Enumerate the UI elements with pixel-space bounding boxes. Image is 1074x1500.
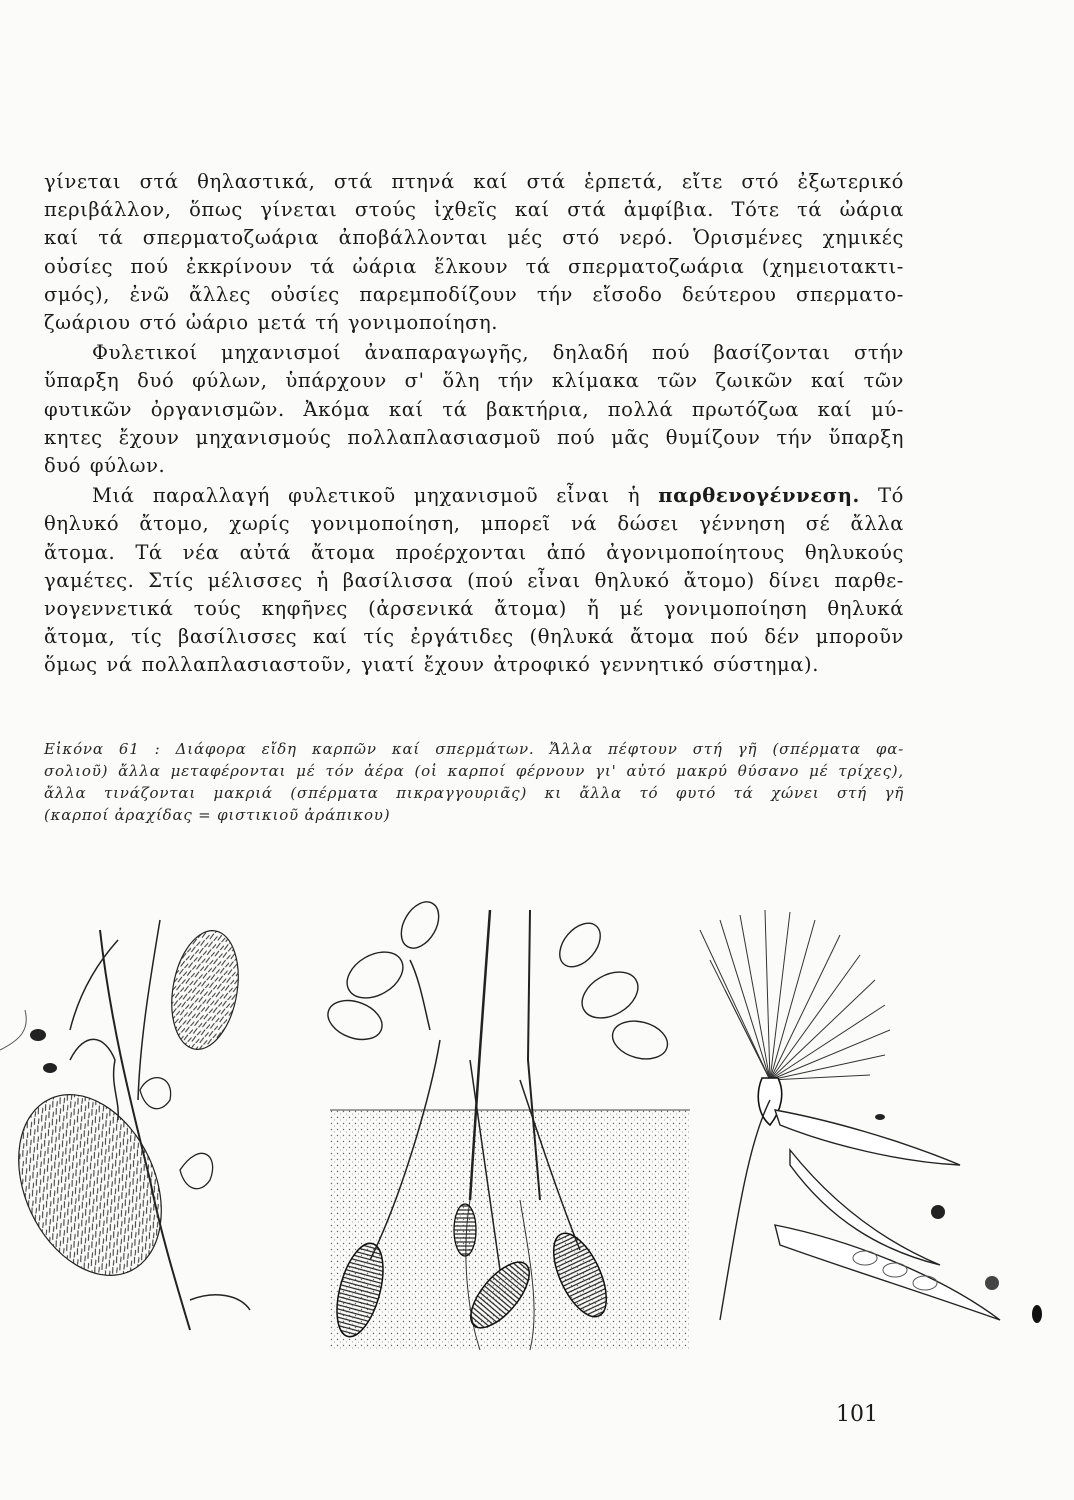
text-line: περιβάλλον, ὅπως γίνεται στούς ἰχθεῖς καί στά ἀμφίβια. Τότε τά ὠάρια	[44, 198, 904, 222]
squirting-cucumber-drawing	[0, 920, 250, 1330]
text-line: σμός), ἐνῶ ἄλλες οὐσίες παρεμποδίζουν τήν εἴσοδο δεύτερου σπερματο-	[44, 282, 904, 306]
peanut-plant-drawing	[323, 900, 690, 1350]
text-line: Φυλετικοί μηχανισμοί ἀναπαραγωγῆς, δηλαδή πού βασίζονται στήν	[92, 341, 904, 365]
text-line: ἄτομα. Τά νέα αὐτά ἄτομα προέρχονται ἀπό ἀγονιμοποίητους θηλυκούς	[44, 540, 904, 564]
text-line: θηλυκό ἄτομο, χωρίς γονιμοποίηση, μπορεῖ νά δώσει γέννηση σέ ἄλλα	[44, 512, 904, 536]
text-line	[44, 482, 904, 510]
text-segment: Τό	[878, 484, 904, 508]
text-line: γίνεται στά θηλαστικά, στά πτηνά καί στά ἑρπετά, εἴτε στό ἐξωτερικό	[44, 170, 904, 193]
text-line: ζωάριου στό ὠάριο μετά τή γονιμοποίηση.	[44, 311, 499, 335]
figure-caption	[44, 738, 904, 826]
text-line: φυτικῶν ὀργανισμῶν. Ἀκόμα καί τά βακτήρια, πολλά πρωτόζωα καί μύ-	[44, 397, 904, 421]
pappus-seed-drawing	[700, 910, 890, 1125]
page-number: 101	[836, 1402, 878, 1427]
text-line: οὐσίες πού ἐκκρίνουν τά ὠάρια ἕλκουν τά σπερματοζωάρια (χημειοτακτι-	[44, 254, 904, 278]
caption-line: (καρποί ἀραχίδας = φιστικιοῦ ἀράπικου)	[44, 806, 391, 824]
caption-line: ἄλλα τινάζονται μακριά (σπέρματα πικραγγουριᾶς) κι ἄλλα τό φυτό τά χώνει στή γῆ	[44, 784, 904, 802]
caption-line: Εἰκόνα 61 : Διάφορα εἴδη καρπῶν καί σπερμάτων. Ἄλλα πέφτουν στή γῆ (σπέρματα φα-	[44, 740, 904, 758]
text-line: νογεννετικά τούς κηφῆνες (ἀρσενικά ἄτομα) ἤ μέ γονιμοποίηση θηλυκά	[44, 597, 904, 621]
paragraph-2	[44, 339, 904, 480]
bean-pods-drawing	[720, 1100, 1042, 1323]
caption-line: σολιοῦ) ἄλλα μεταφέρονται μέ τόν ἀέρα (οἱ καρποί φέρνουν γι' αὐτό μακρύ θύσανο μέ τρίχες),	[44, 762, 904, 780]
seed-illustrations	[0, 900, 1074, 1370]
text-line: γαμέτες. Στίς μέλισσες ἡ βασίλισσα (πού εἶναι θηλυκό ἄτομο) δίνει παρθε-	[44, 568, 904, 592]
text-line: ὅμως νά πολλαπλασιαστοῦν, γιατί ἔχουν ἀτροφικό γεννητικό σύστημα).	[44, 653, 820, 677]
text-line: καί τά σπερματοζωάρια ἀποβάλλονται μές στό νερό. Ὁρισμένες χημικές	[44, 226, 904, 250]
bold-term: παρθενογέννεση.	[658, 484, 860, 508]
text-line: κητες ἔχουν μηχανισμούς πολλαπλασιασμοῦ πού μᾶς θυμίζουν τήν ὕπαρξη	[44, 425, 904, 449]
paragraph-3	[44, 482, 904, 679]
text-line: ὕπαρξη δυό φύλων, ὑπάρχουν σ' ὅλη τήν κλίμακα τῶν ζωικῶν καί τῶν	[44, 369, 904, 393]
figure-illustration	[0, 900, 1074, 1370]
body-text	[44, 168, 904, 680]
paragraph-1	[44, 168, 904, 337]
text-line: ἄτομα, τίς βασίλισσες καί τίς ἐργάτιδες (θηλυκά ἄτομα πού δέν μποροῦν	[44, 625, 904, 649]
text-line: δυό φύλων.	[44, 454, 166, 478]
text-segment: Μιά παραλλαγή φυλετικοῦ μηχανισμοῦ εἶναι ἡ	[92, 484, 641, 508]
